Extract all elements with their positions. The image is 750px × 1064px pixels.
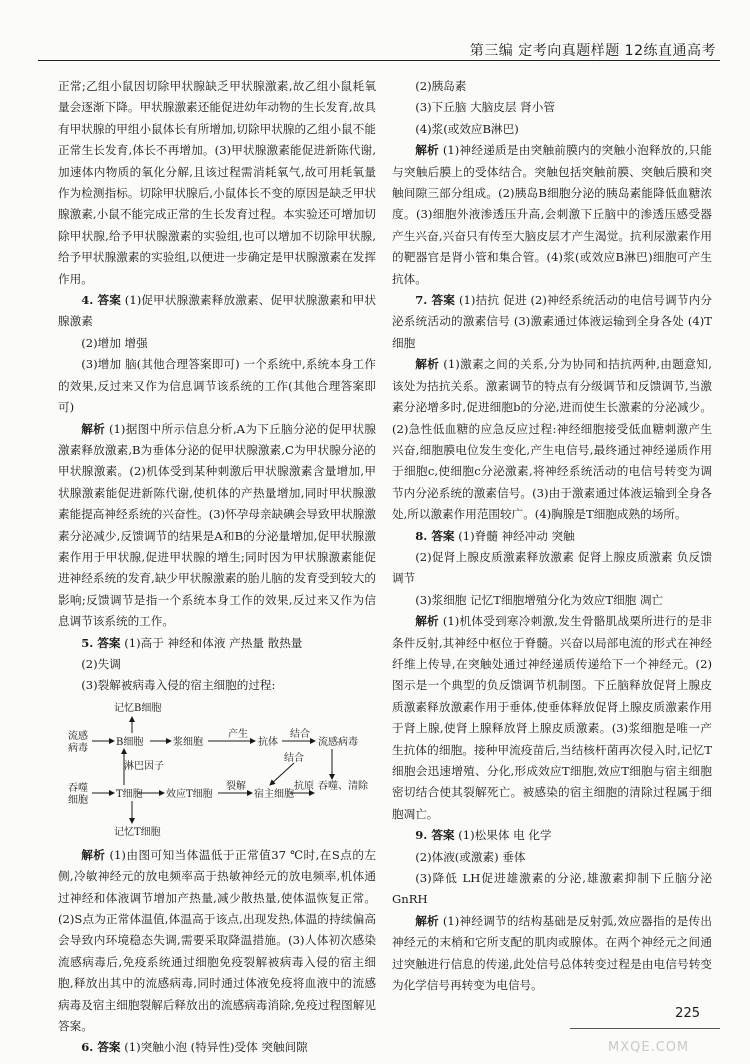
explanation-text: (1)神经调节的结构基础是反射弧,效应器指的是传出神经元的末梢和它所支配的肌肉或腺体。在两个神经元之间通过突触进行信息的传递,此处信号总体转变过程是由电信号转变为化学信号再转变为电信号。 [392, 913, 712, 993]
explanation-4 [58, 419, 376, 633]
answer-text: (1)脊髓 神经冲动 突触 [458, 528, 575, 543]
watermark-text: MXQE.COM [608, 1040, 690, 1055]
answer-text: (1)突触小泡 (特异性)受体 突触间隙 [124, 1040, 308, 1055]
answer-line: (3)下丘脑 大脑皮层 肾小管 [415, 100, 555, 115]
explanation-5 [58, 845, 376, 1038]
combine-label-2: 结合 [284, 752, 304, 764]
cell-label: 细胞 [68, 794, 88, 806]
memory-t-cell-label: 记忆T细胞 [114, 826, 161, 838]
answer-line: (3)降低 LH促进雄激素的分泌,雄激素抑制下丘脑分泌GnRH [392, 871, 712, 907]
explanation-text: (1)激素之间的关系,分为协同和拮抗两种,由题意知,该处为拮抗关系。激素调节的特点有分级调节和反馈调节,当激素分泌增多时,促进细胞b的分泌,进而使生长激素的分泌减少。(2)急性低血糖的应急反应过程:神经细胞接受低血糖刺激产生兴奋,细胞膜电位发生变化,产生电信号,最终通过神经递质作用于细胞c,使细胞c分泌激素,将神经系统活动的电信号转变为调节内分泌系统的激素信号。(3)由于激素通过体液运输到全身各处,所以激素作用范围较广。(4)胸腺是T细胞成熟的场所。 [392, 357, 712, 522]
explanation-label: 解析 [81, 421, 106, 436]
answer-text: (1)拮抗 促进 (2)神经系统活动的电信号调节内分泌系统活动的激素信号 (3)激素通过体液运输到全身各处 (4)T细胞 [392, 293, 713, 350]
right-column [392, 76, 712, 996]
antibody-label: 抗体 [258, 736, 278, 748]
explanation-7 [392, 354, 712, 525]
host-cell-label: 宿主细胞 [254, 788, 294, 800]
plasma-cell-label: 浆细胞 [173, 736, 203, 748]
explanation-label: 解析 [81, 847, 106, 862]
answer-line: (2)失调 [81, 656, 121, 671]
answer-4 [58, 290, 376, 333]
effector-t-cell-label: 效应T细胞 [166, 788, 213, 800]
answer-line: (2)增加 增强 [81, 335, 148, 350]
influenza-label: 流感 [68, 730, 88, 742]
explanation-text: (1)由图可知当体温低于正常值37 ℃时,在S点的左侧,冷敏神经元的放电频率高于热敏神经元的放电频率,机体通过神经和体液调节增加产热量,减少散热量,使体温恢复正常。(2)S点为正常体温值,体温高于该点,出现发热,体温的持续偏高会导致内环境稳态失调,需要采取降温措施。(3)人体初次感染流感病毒后,免疫系统通过细胞免疫裂解被病毒入侵的宿主细胞,释放出其中的流感病毒,同时通过体液免疫将血液中的流感病毒及宿主细胞裂解后释放出的流感病毒消除,免疫过程图解见答案。 [58, 847, 376, 1034]
answer-line: (3)裂解被病毒入侵的宿主细胞的过程: [81, 678, 276, 693]
watermark-logo [608, 1010, 736, 1058]
lymphokine-label: 淋巴因子 [124, 760, 164, 772]
answer-line: (2)促肾上腺皮质激素释放激素 促肾上腺皮质激素 负反馈调节 [392, 549, 712, 586]
page-number: 225 [675, 1006, 700, 1021]
influenza-virus-label: 流感病毒 [318, 736, 358, 748]
engulf-clear-label: 吞噬、清除 [318, 780, 368, 792]
answer-7 [392, 290, 712, 354]
explanation-6 [392, 140, 712, 290]
explanation-text: (1)机体受到寒冷刺激,发生骨骼肌战栗所进行的是非条件反射,其神经中枢位于脊髓。兴奋以局部电流的形式在神经纤维上传导,在突触处通过神经递质传递给下一个神经元。(2)图示是一个典型的负反馈调节机制图。下丘脑释放促肾上腺皮质激素释放激素作用于垂体,使垂体释放促肾上腺皮质激素作用于肾上腺,使肾上腺释放肾上腺皮质激素。(3)浆细胞是唯一产生抗体的细胞。接种甲流疫苗后,当结核杆菌再次侵入时,记忆T细胞会迅速增殖、分化,形成效应T细胞,效应T细胞与宿主细胞密切结合使其裂解死亡。被感染的宿主细胞的清除过程属于细胞凋亡。 [392, 614, 712, 821]
answer-text: (1)促甲状腺激素释放激素、促甲状腺激素和甲状腺激素 [58, 293, 376, 329]
combine-label: 结合 [290, 728, 310, 740]
explanation-8 [392, 611, 712, 825]
answer-line: (3)增加 脑(其他合理答案即可) 一个系统中,系统本身工作的效果,反过来又作为信息调节该系统的工作(其他合理答案即可) [58, 357, 376, 415]
antigen-label: 抗原 [294, 780, 314, 792]
explanation-label: 解析 [415, 614, 439, 629]
left-column [58, 76, 376, 1059]
answer-label: 7. 答案 [415, 293, 456, 308]
page-header [38, 38, 720, 61]
answer-5 [58, 633, 376, 654]
b-cell-label: B细胞 [116, 736, 144, 748]
explanation-text: (1)据图中所示信息分析,A为下丘脑分泌的促甲状腺激素释放激素,B为垂体分泌的促甲状腺激素,C为甲状腺分泌的甲状腺激素。(2)机体受到某种刺激后甲状腺激素含量增加,甲状腺激素能促进新陈代谢,使机体的产热量增加,同时甲状腺激素能提高神经系统的兴奋性。(3)怀孕母亲缺碘会导致甲状腺激素分泌减少,反馈调节的结果是A和B的分泌量增加,促甲状腺激素作用于甲状腺,促进甲状腺的增生;同时因为甲状腺激素能促进神经系统的发育,缺少甲状腺激素的胎儿脑的发育受到较大的影响;反馈调节是指一个系统本身工作的效果,反过来又作为信息调节该系统的工作。 [58, 421, 377, 629]
answer-line: (2)体液(或激素) 垂体 [415, 849, 526, 864]
answer-8 [392, 526, 712, 547]
answer-line: (3)浆细胞 记忆T细胞增殖分化为效应T细胞 凋亡 [415, 592, 664, 607]
explanation-label: 解析 [415, 357, 440, 372]
answer-6 [58, 1037, 376, 1058]
answer-label: 5. 答案 [81, 635, 121, 650]
answer-line: (4)浆(或效应B淋巴) [415, 121, 519, 136]
answer-text: (1)松果体 电 化学 [458, 828, 552, 843]
diagram-svg [58, 699, 368, 841]
answer-9 [392, 825, 712, 846]
produce-label: 产生 [228, 728, 248, 740]
answer-label: 8. 答案 [415, 528, 455, 543]
answer-label: 6. 答案 [81, 1040, 121, 1055]
explanation-9 [392, 911, 712, 997]
explanation-label: 解析 [415, 143, 439, 158]
answer-line: (2)胰岛素 [415, 79, 467, 93]
answer-label: 4. 答案 [81, 293, 121, 308]
explanation-text: (1)神经递质是由突触前膜内的突触小泡释放的,只能与突触后膜上的受体结合。突触包括突触前膜、突触后膜和突触间隙三部分组成。(2)胰岛B细胞分泌的胰岛素能降低血糖浓度。(3)细胞外液渗透压升高,会刺激下丘脑中的渗透压感受器产生兴奋,兴奋只有传至大脑皮层才产生渴觉。抗利尿激素作用的靶器官是肾小管和集合管。(4)浆(或效应B淋巴)细胞可产生抗体。 [392, 143, 712, 286]
header-title: 第三编 定考向真题样题 12练直通高考 [469, 43, 716, 59]
answer-text: (1)高于 神经和体液 产热量 散热量 [124, 635, 303, 650]
virus-label: 病毒 [68, 742, 88, 754]
memory-b-cell-label: 记忆B细胞 [114, 702, 162, 714]
answer-label: 9. 答案 [415, 828, 455, 843]
paragraph: 正常;乙组小鼠因切除甲状腺缺乏甲状腺激素,故乙组小鼠耗氧量会逐渐下降。甲状腺激素还能促进幼年动物的生长发育,故具有甲状腺的甲组小鼠体长有所增加,切除甲状腺的乙组小鼠不能正常生长发育,体长不再增加。(3)甲状腺激素能促进新陈代谢,加速体内物质的氧化分解,且该过程需消耗氧气,故可用耗氧量作为检测指标。切除甲状腺后,小鼠体长不变的原因是缺乏甲状腺激素,小鼠不能完成正常的生长发育过程。本实验还可增加切除甲状腺,给予甲状腺激素的实验组,也可以增加不切除甲状腺,给予甲状腺激素的实验组,以便进一步确定是甲状腺激素在发挥作用。 [58, 79, 376, 286]
phagocyte-label: 吞噬 [68, 782, 88, 794]
t-cell-label: T细胞 [116, 788, 143, 800]
explanation-label: 解析 [415, 913, 439, 928]
immune-process-diagram [58, 699, 368, 841]
lyse-label: 裂解 [226, 780, 246, 792]
